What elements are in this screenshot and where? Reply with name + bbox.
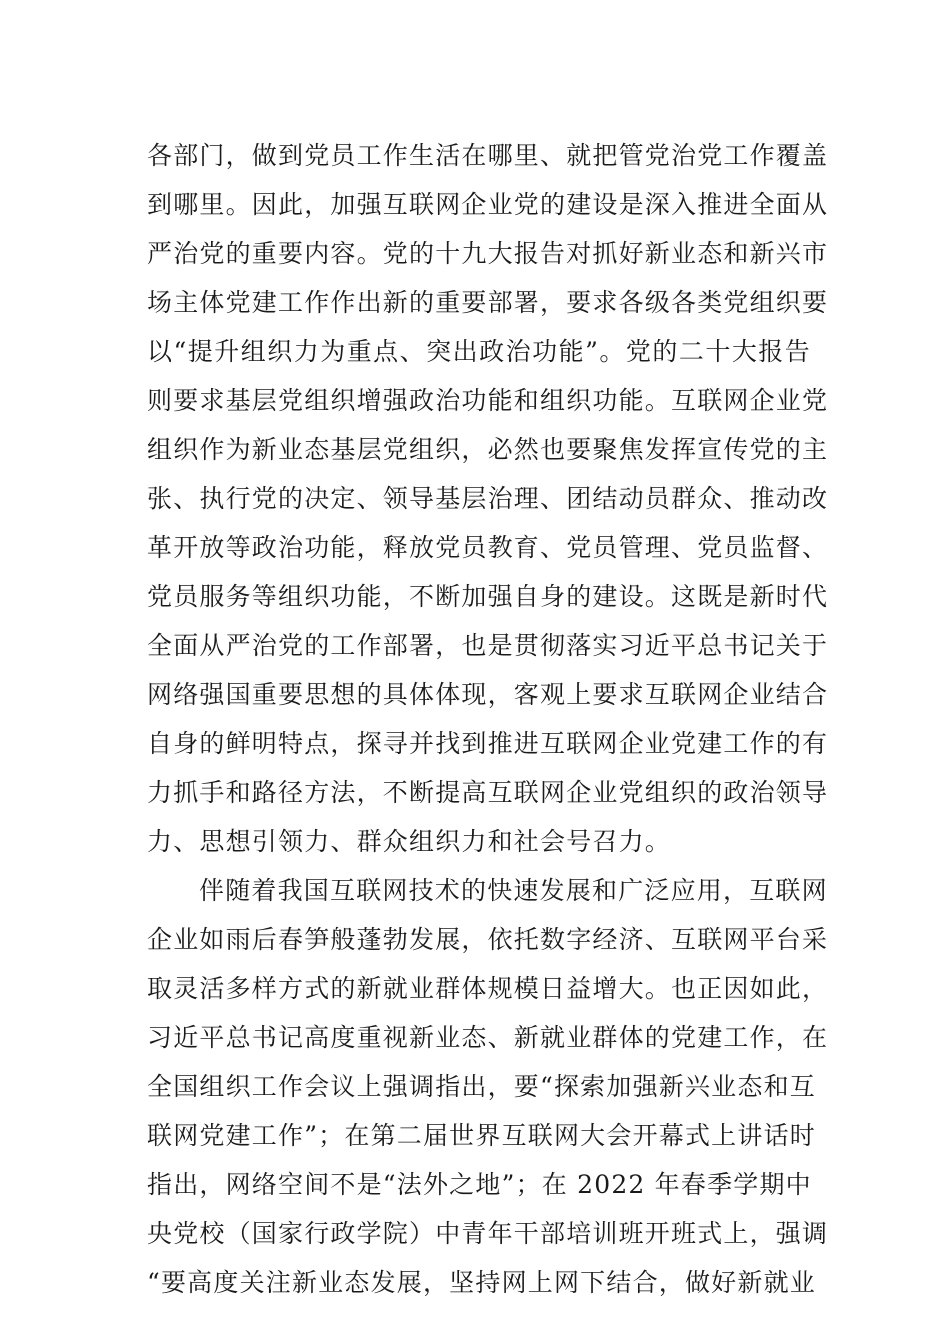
- text-line: 央党校（国家行政学院）中青年干部培训班开班式上，强调: [147, 1219, 829, 1248]
- text-line: 企业如雨后春笋般蓬勃发展，依托数字经济、互联网平台采: [147, 925, 829, 954]
- text-line: 自身的鲜明特点，探寻并找到推进互联网企业党建工作的有: [147, 729, 829, 758]
- text-line: 联网党建工作”；在第二届世界互联网大会开幕式上讲话时: [147, 1121, 816, 1150]
- text-line: 全面从严治党的工作部署，也是贯彻落实习近平总书记关于: [147, 631, 829, 660]
- text-line: 革开放等政治功能，释放党员教育、党员管理、党员监督、: [147, 533, 829, 562]
- text-line: 党员服务等组织功能，不断加强自身的建设。这既是新时代: [147, 582, 829, 611]
- paragraph-1: [147, 131, 829, 866]
- text-line: 取灵活多样方式的新就业群体规模日益增大。也正因如此，: [147, 974, 829, 1003]
- body-text: [147, 131, 829, 1307]
- text-line: 到哪里。因此，加强互联网企业党的建设是深入推进全面从: [147, 190, 829, 219]
- text-line: 以“提升组织力为重点、突出政治功能”。党的二十大报告: [147, 337, 811, 366]
- text-line: “要高度关注新业态发展，坚持网上网下结合，做好新就业: [147, 1268, 816, 1297]
- text-line: 网络强国重要思想的具体体现，客观上要求互联网企业结合: [147, 680, 829, 709]
- text-line: 全国组织工作会议上强调指出，要“探索加强新兴业态和互: [147, 1072, 816, 1101]
- paragraph-2: [147, 866, 829, 1307]
- text-line: 组织作为新业态基层党组织，必然也要聚焦发挥宣传党的主: [147, 435, 829, 464]
- text-line: 则要求基层党组织增强政治功能和组织功能。互联网企业党: [147, 386, 829, 415]
- text-line: 指出，网络空间不是“法外之地”；在 2022 年春季学期中: [147, 1170, 812, 1199]
- text-line: 场主体党建工作作出新的重要部署，要求各级各类党组织要: [147, 288, 829, 317]
- text-line: 力抓手和路径方法，不断提高互联网企业党组织的政治领导: [147, 778, 829, 807]
- text-line: 严治党的重要内容。党的十九大报告对抓好新业态和新兴市: [147, 239, 829, 268]
- text-line: 伴随着我国互联网技术的快速发展和广泛应用，互联网: [199, 876, 828, 905]
- text-line: 张、执行党的决定、领导基层治理、团结动员群众、推动改: [147, 484, 829, 513]
- text-line: 各部门，做到党员工作生活在哪里、就把管党治党工作覆盖: [147, 141, 829, 170]
- text-line: 力、思想引领力、群众组织力和社会号召力。: [147, 827, 672, 856]
- text-line: 习近平总书记高度重视新业态、新就业群体的党建工作，在: [147, 1023, 829, 1052]
